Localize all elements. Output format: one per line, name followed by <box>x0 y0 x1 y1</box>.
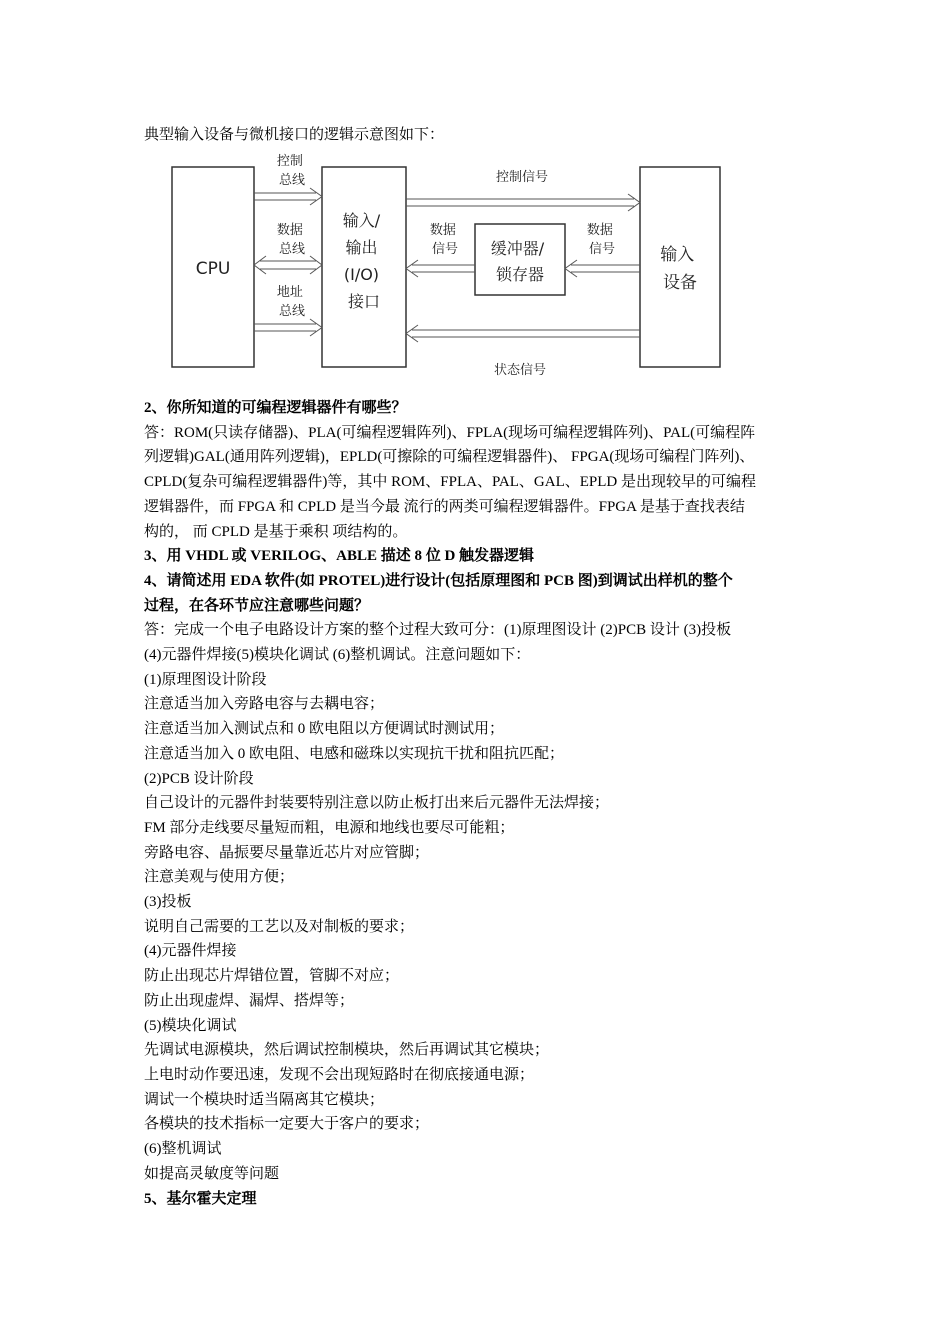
text-line: 调试一个模块时适当隔离其它模块； <box>144 1091 385 1108</box>
intro-text: 典型输入设备与微机接口的逻辑示意图如下： <box>144 127 445 143</box>
text-line: CPLD(复杂可编程逻辑器件)等，其中 ROM、FPLA、PAL、GAL、EPLD 是出现较早的可编程 <box>144 474 756 491</box>
cpu-label: CPU <box>195 259 231 279</box>
status-signal-label: 状态信号 <box>493 363 547 378</box>
address-bus-label: 地址 总线 <box>276 285 306 319</box>
data-signal-left-label: 数据 信号 <box>429 223 459 257</box>
text-line: (3)投板 <box>144 894 192 911</box>
text-line: 防止出现芯片焊错位置，管脚不对应； <box>144 968 400 985</box>
control-signal-label: 控制信号 <box>495 170 549 185</box>
control-bus-label: 控制 总线 <box>276 154 306 188</box>
control-signal-arrow <box>406 194 640 211</box>
text-line: FM 部分走线要尽量短而粗，电源和地线也要尽可能粗； <box>144 819 515 836</box>
text-line: 旁路电容、晶振要尽量靠近芯片对应管脚； <box>144 844 430 861</box>
question-heading: 4、请简述用 EDA 软件(如 PROTEL)进行设计(包括原理图和 PCB 图)到调试出样机的整个 <box>144 572 733 589</box>
text-line: (5)模块化调试 <box>144 1017 237 1034</box>
buffer-box <box>475 224 565 295</box>
text-line: (1)原理图设计阶段 <box>144 671 267 688</box>
text-line: 列逻辑)GAL(通用阵列逻辑)，EPLD(可擦除的可编程逻辑器件)、 FPGA(现场可编程门阵列)、 <box>144 449 755 466</box>
text-line: 答：完成一个电子电路设计方案的整个过程大致可分：(1)原理图设计 (2)PCB 设计 (3)投板 <box>144 622 732 639</box>
control-bus-arrow <box>254 188 322 205</box>
data-bus-arrow <box>254 256 322 274</box>
text-line: 答：ROM(只读存储器)、PLA(可编程逻辑阵列)、FPLA(现场可编程逻辑阵列)、PAL(可编程阵 <box>144 424 756 441</box>
text-line: (6)整机调试 <box>144 1141 222 1158</box>
text-line: 注意适当加入测试点和 0 欧电阻以方便调试时测试用； <box>144 721 505 738</box>
text-line: 构的， 而 CPLD 是基于乘积 项结构的。 <box>144 523 408 540</box>
text-line: 自己设计的元器件封装要特别注意以防止板打出来后元器件无法焊接； <box>144 795 610 812</box>
data-signal-left-arrow <box>406 260 475 277</box>
document-body <box>144 396 820 1211</box>
text-line: 逻辑器件，而 FPGA 和 CPLD 是当今最 流行的两类可编程逻辑器件。FPGA 是基于查找表结 <box>144 498 745 515</box>
text-line: 注意适当加入旁路电容与去耦电容； <box>144 696 385 713</box>
data-signal-right-label: 数据 信号 <box>586 223 616 257</box>
buffer-label: 缓冲器/ 锁存器 <box>490 239 545 284</box>
text-line: (4)元器件焊接 <box>144 943 237 960</box>
text-line: 注意适当加入 0 欧电阻、电感和磁珠以实现抗干扰和阻抗匹配； <box>144 745 565 762</box>
text-line: 如提高灵敏度等问题 <box>144 1165 280 1182</box>
text-line: (4)元器件焊接(5)模块化调试 (6)整机调试。注意问题如下： <box>144 647 531 664</box>
text-line: (2)PCB 设计阶段 <box>144 770 254 787</box>
text-line: 各模块的技术指标一定要大于客户的要求； <box>144 1116 430 1133</box>
question-heading: 过程，在各环节应注意哪些问题？ <box>144 597 370 614</box>
question-heading: 5、基尔霍夫定理 <box>144 1190 257 1207</box>
data-bus-label: 数据 总线 <box>276 223 306 257</box>
io-interface-diagram <box>166 148 726 378</box>
address-bus-arrow <box>254 319 322 336</box>
question-heading: 2、你所知道的可编程逻辑器件有哪些？ <box>144 400 407 416</box>
question-heading: 3、用 VHDL 或 VERILOG、ABLE 描述 8 位 D 触发器逻辑 <box>144 548 535 565</box>
text-line: 上电时动作要迅速，发现不会出现短路时在彻底接通电源； <box>144 1066 535 1083</box>
device-label: 输入 设备 <box>660 245 697 293</box>
text-line: 说明自己需要的工艺以及对制板的要求； <box>144 918 415 935</box>
text-line: 注意美观与使用方便； <box>144 869 295 886</box>
data-signal-right-arrow <box>565 260 640 277</box>
device-box <box>640 167 720 367</box>
text-line: 先调试电源模块，然后调试控制模块，然后再调试其它模块； <box>144 1042 550 1059</box>
status-signal-arrow <box>406 325 640 342</box>
io-interface-label: 输入/ 输出 (I/O) 接口 <box>342 211 381 311</box>
text-line: 防止出现虚焊、漏焊、搭焊等； <box>144 992 355 1009</box>
